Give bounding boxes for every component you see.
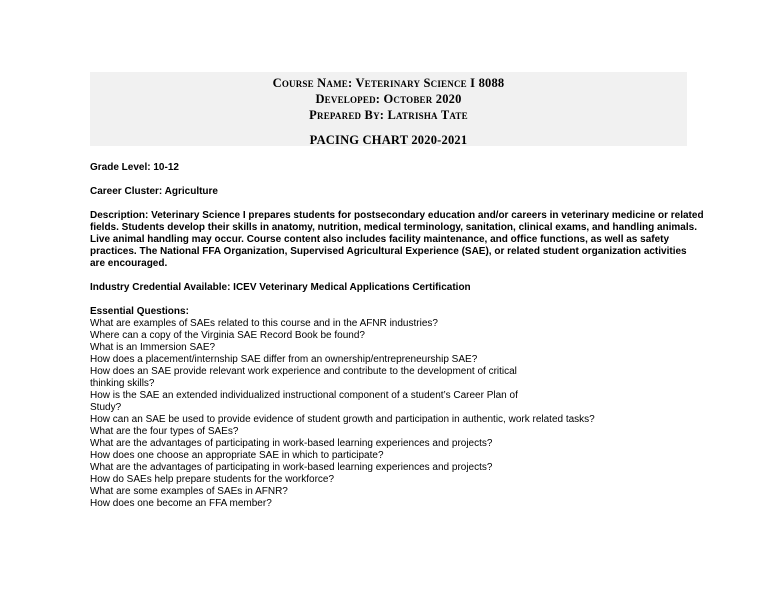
document-body [90,162,704,510]
pacing-chart-title: PACING CHART 2020-2021 [309,133,468,147]
course-header-block [90,72,687,146]
question-line: How does a placement/internship SAE differ from an ownership/entrepreneurship SAE? [90,354,478,365]
question-line: What are the advantages of participating in work-based learning experiences and projects? [90,462,493,473]
course-description: Description: Veterinary Science I prepares students for postsecondary education and/or careers in veterinary medicine or related fields. Students develop their skills in anatomy, nutrition, medical terminology, sanitation, clinical exams, and handling animals. Live animal handling may occur. Course content also includes facility maintenance, and office functions, as well as safety practices. The National FFA Organization, Supervised Agricultural Experience (SAE), or related student organization activities are encouraged. [90,210,704,269]
question-line: What is an Immersion SAE? [90,342,216,353]
question-line: What are examples of SAEs related to this course and in the AFNR industries? [90,318,438,329]
question-line: How does one choose an appropriate SAE in which to participate? [90,450,384,461]
question-line: Where can a copy of the Virginia SAE Record Book be found? [90,330,365,341]
question-line: What are the advantages of participating in work-based learning experiences and projects? [90,438,493,449]
career-cluster: Career Cluster: Agriculture [90,186,218,197]
question-line: How does an SAE provide relevant work experience and contribute to the development of critical [90,366,517,377]
question-line: How can an SAE be used to provide evidence of student growth and participation in authentic, work related tasks? [90,414,595,425]
question-line: How do SAEs help prepare students for the workforce? [90,474,335,485]
question-line: Study? [90,402,122,413]
essential-questions-heading: Essential Questions: [90,306,189,317]
question-line: What are the four types of SAEs? [90,426,239,437]
prepared-by-line: Prepared By: Latrisha Tate [309,108,468,122]
question-line: thinking skills? [90,378,155,389]
industry-credential: Industry Credential Available: ICEV Veterinary Medical Applications Certification [90,282,471,293]
question-line: How does one become an FFA member? [90,498,272,509]
grade-level: Grade Level: 10-12 [90,162,179,173]
question-line: How is the SAE an extended individualized instructional component of a student’s Career Plan of [90,390,518,401]
essential-questions-section [90,306,704,510]
question-line: What are some examples of SAEs in AFNR? [90,486,288,497]
course-name-line: Course Name: Veterinary Science I 8088 [272,76,505,90]
developed-line: Developed: October 2020 [315,92,462,106]
